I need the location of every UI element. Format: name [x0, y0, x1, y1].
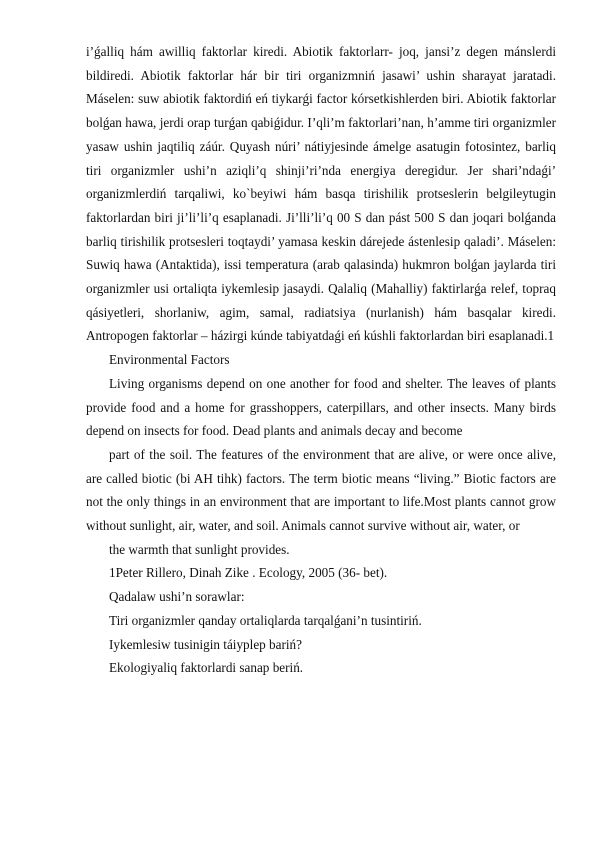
paragraph-biotic-factors: part of the soil. The features of the environment that are alive, or were once alive, are called biotic (bi AH tihk) factors. The term biotic means “living.” Biotic factors are not the only things in an environment that are important to life.Most plants cannot grow without sunlight, air, water, and soil. Animals cannot survive without air, water, or	[86, 446, 556, 534]
question-item: Ekologiyaliq faktorlardi sanap beriń.	[109, 660, 304, 676]
document-page	[86, 40, 556, 680]
paragraph-abiotic-factors: i’ǵalliq hám awilliq faktorlar kiredi. Abiotik faktorlarr- joq, jansi’z degen mánslerdi bildiredi. Abiotik faktorlar hár bir tiri organizmniń jasawi’ ushin sharayat jaratadi. Máselen: suw abiotik faktordiń eń tiykarǵi factor kórsetkishlerden biri. Abiotik faktorlar bolǵan hawa, jerdi orap turǵan qabiǵidur. I’qli’m faktorlari’nan, h’amme tiri organizmler yasaw ushin jaqtiliq záúr. Quyash núri’ nátiyjesinde ámelge asatugin fotosintez, barliq tiri organizmler ushi’n aziqli’q shinji’ri’nda energiya deregidur. Jer shari’ndaǵi’ organizmlerdiń tarqaliwi, ko`beyiwi hám basqa tirishilik protseslerin belgileytugin faktorlardan biri ji’li’li’q esaplanadi. Ji’lli’li’q 00 S dan pást 500 S dan joqari bolǵanda barliq tirishilik protsesleri toqtaydi’ yamasa keskin dárejede ástenlesip qaladi’. Máselen: Suwiq hawa (Antaktida), issi temperatura (arab qalasinda) hukmron bolǵan jaylarda tiri organizmler usi ortaliqta iykemlesip jasaydi. Qalaliq (Mahalliy) faktirlarǵa relef, topraq qásiyetleri, shorlaniw, agim, samal, radiatsiya (nurlanish) hám basqalar kiredi. Antropogen faktorlar – házirgi kúnde tabiyatdaǵi eń kúshli faktorlardan biri esaplanadi.1	[86, 44, 556, 344]
question-item: Tiri organizmler qanday ortaliqlarda tarqalǵani’n tusintiriń.	[109, 612, 422, 628]
footnote-reference: 1Peter Rillero, Dinah Zike . Ecology, 2005 (36- bet).	[109, 565, 388, 581]
paragraph-living-organisms: Living organisms depend on one another for food and shelter. The leaves of plants provide food and a home for grasshoppers, caterpillars, and other insects. Many birds depend on insects for food. Dead plants and animals decay and become	[86, 375, 556, 439]
question-item: Iykemlesiw tusinigin táiyplep bariń?	[109, 636, 303, 652]
line-sunlight-warmth: the warmth that sunlight provides.	[109, 541, 290, 557]
heading-environmental-factors: Environmental Factors	[109, 352, 230, 368]
questions-heading: Qadalaw ushi’n sorawlar:	[109, 589, 245, 605]
